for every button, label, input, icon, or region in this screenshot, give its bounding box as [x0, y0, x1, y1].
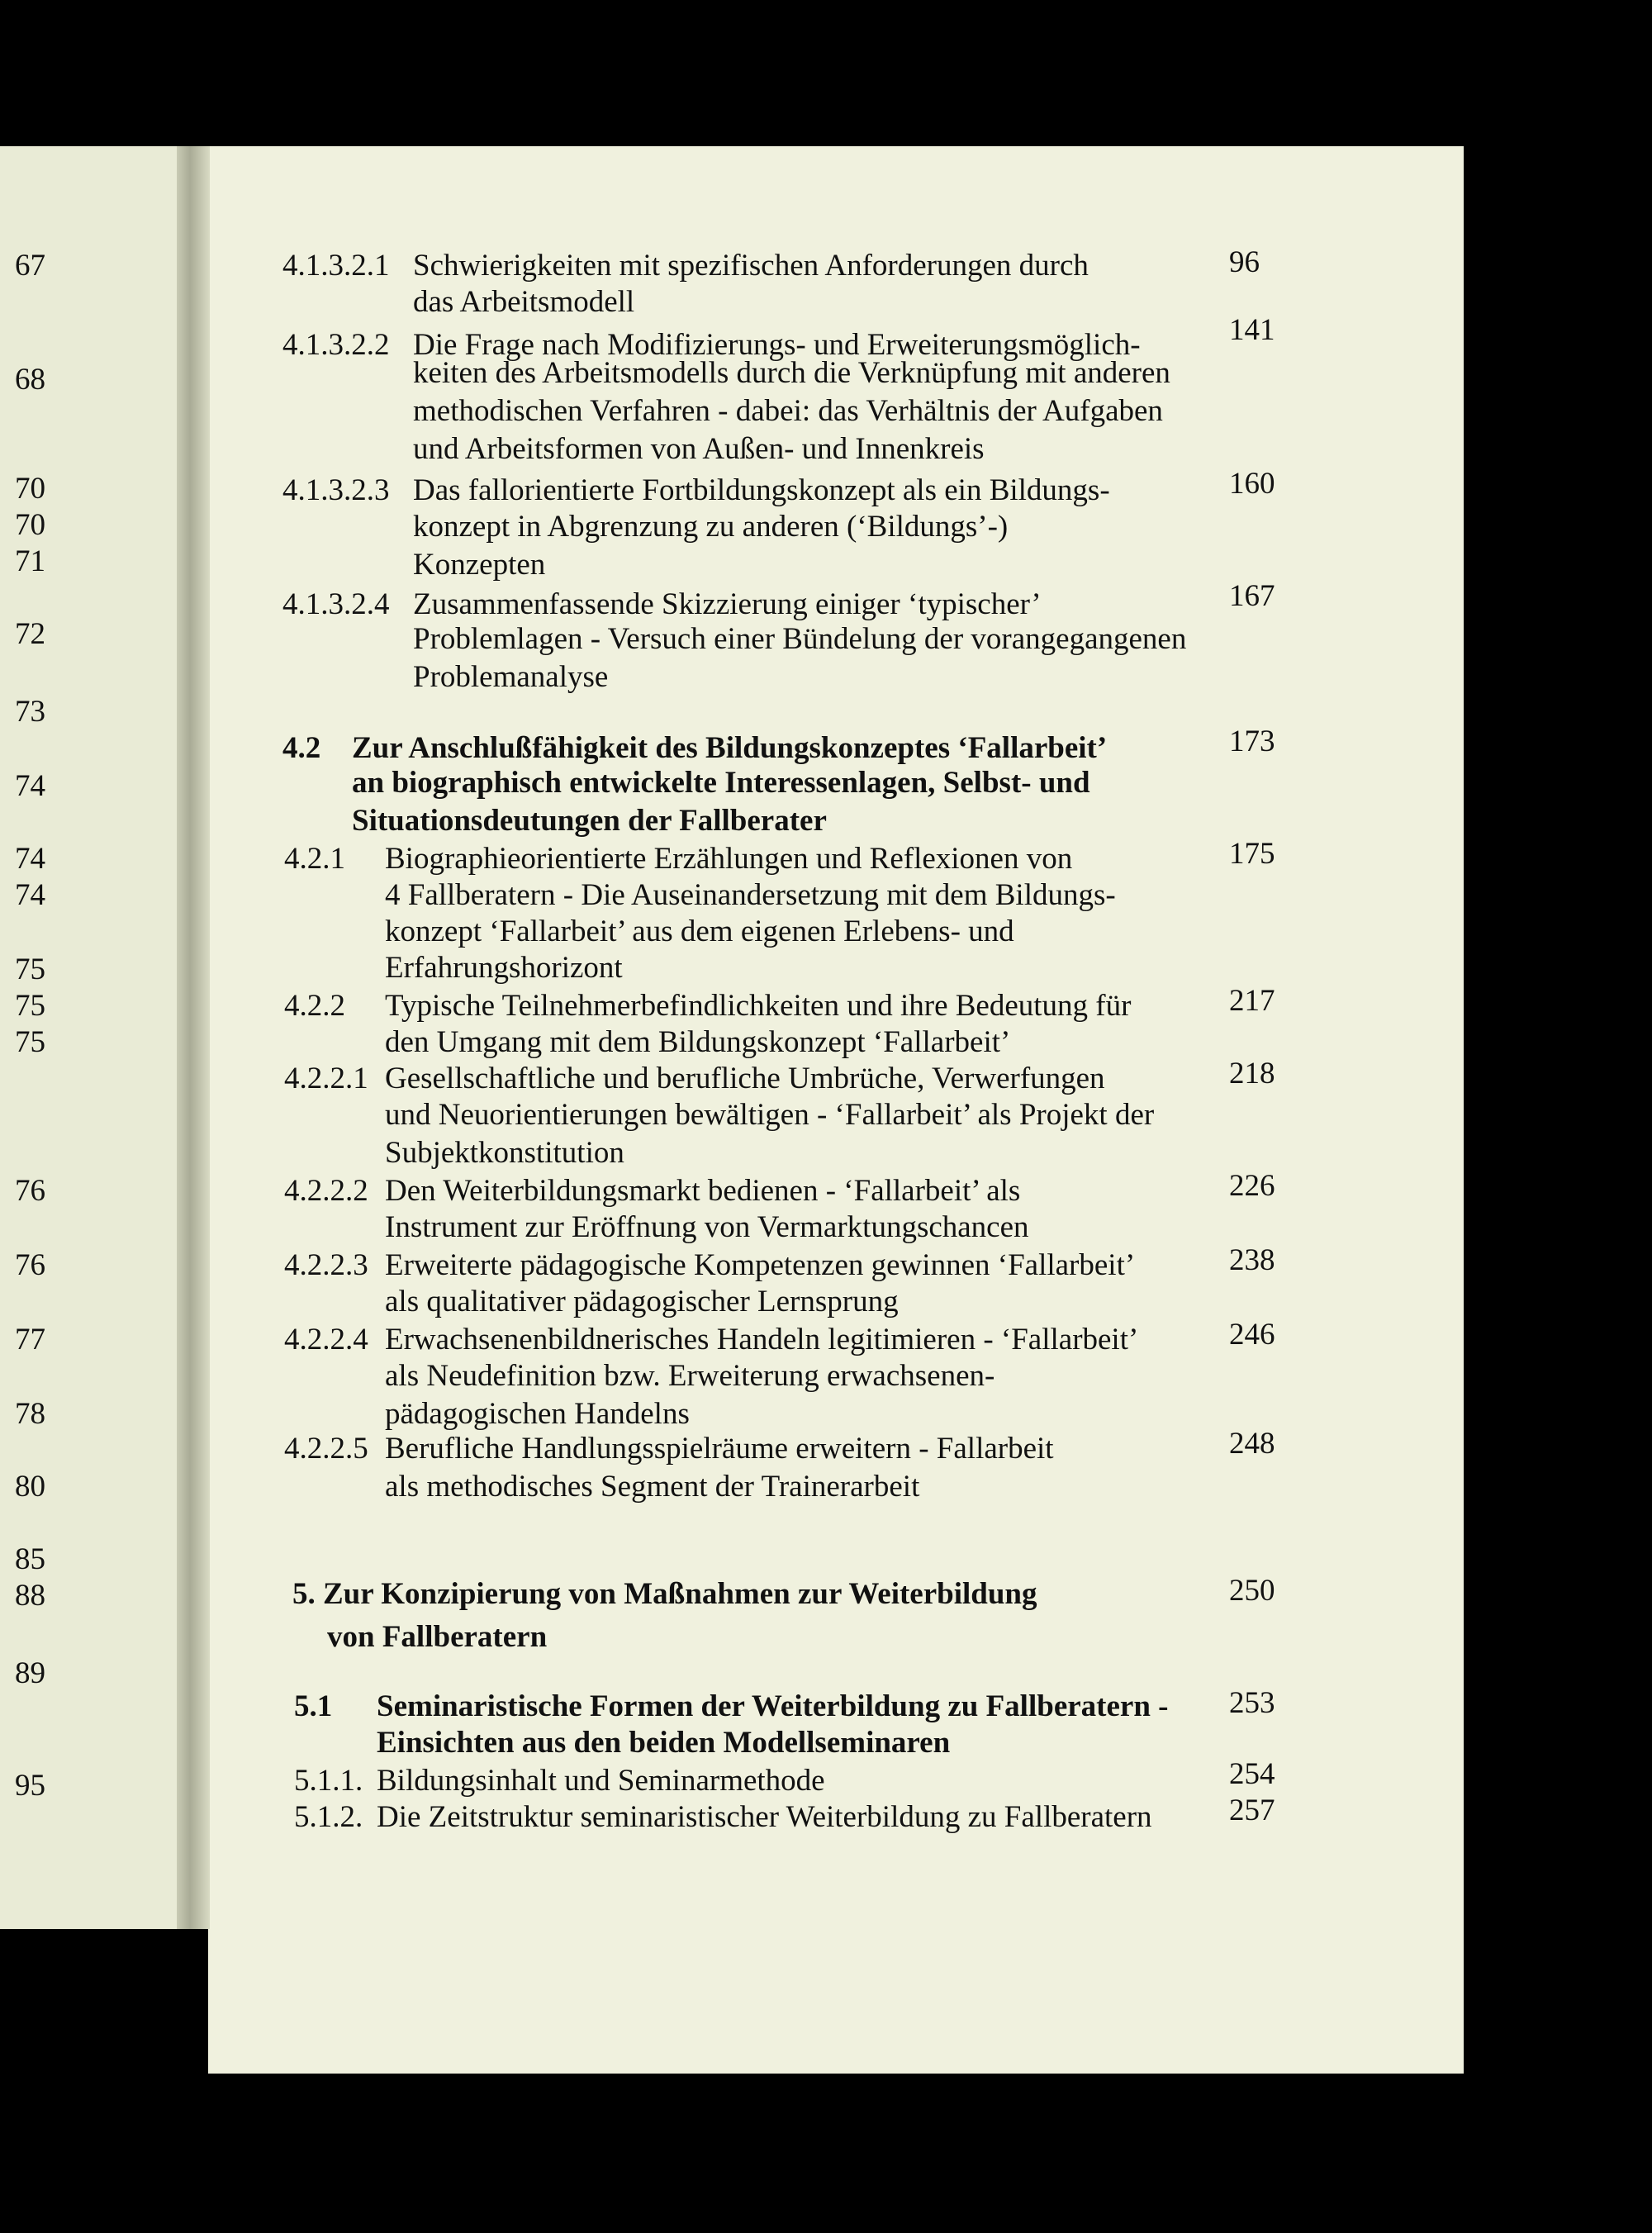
toc-page-number: 173 [1229, 725, 1275, 758]
left-page-number: 75 [15, 989, 45, 1023]
toc-page-number: 254 [1229, 1757, 1275, 1791]
toc-section-title-line: Zur Anschlußfähigkeit des Bildungskonzeptes ‘Fallarbeit’ [352, 731, 1108, 765]
toc-title-line: Erfahrungshorizont [385, 951, 623, 985]
toc-title-line: pädagogischen Handelns [385, 1397, 690, 1431]
left-page-number: 76 [15, 1174, 45, 1208]
toc-title-line: konzept in Abgrenzung zu anderen (‘Bildungs’-) [413, 510, 1009, 544]
toc-number: 4.1.3.2.2 [282, 328, 390, 362]
toc-title-line: Instrument zur Eröffnung von Vermarktungschancen [385, 1210, 1029, 1244]
toc-page-number: 238 [1229, 1243, 1275, 1277]
toc-title-line: Problemanalyse [413, 660, 609, 694]
toc-page-number: 167 [1229, 579, 1275, 613]
left-page-number: 78 [15, 1397, 45, 1431]
left-page-number: 75 [15, 953, 45, 986]
toc-title-line: Schwierigkeiten mit spezifischen Anforderungen durch [413, 249, 1089, 283]
toc-number: 5.1.2. [294, 1800, 363, 1834]
left-page-number: 95 [15, 1769, 45, 1803]
toc-section-number: 4.2 [282, 731, 321, 765]
toc-number: 4.1.3.2.1 [282, 249, 390, 283]
toc-page-number: 257 [1229, 1794, 1275, 1827]
toc-title-line: und Neuorientierungen bewältigen - ‘Fallarbeit’ als Projekt der [385, 1098, 1155, 1132]
toc-title-line: Bildungsinhalt und Seminarmethode [377, 1764, 825, 1798]
left-page-number: 70 [15, 508, 45, 542]
left-page-number: 80 [15, 1470, 45, 1504]
left-page-number: 75 [15, 1025, 45, 1059]
toc-number: 4.2.2.2 [284, 1174, 368, 1208]
toc-page-number: 250 [1229, 1574, 1275, 1608]
toc-title-line: Typische Teilnehmerbefindlichkeiten und ihre Bedeutung für [385, 989, 1132, 1023]
left-page-number: 70 [15, 472, 45, 506]
toc-section-title-line: an biographisch entwickelte Interessenlagen, Selbst- und [352, 766, 1090, 800]
toc-title-line: Gesellschaftliche und berufliche Umbrüche, Verwerfungen [385, 1062, 1105, 1095]
left-page-number: 68 [15, 363, 45, 397]
toc-title-line: Den Weiterbildungsmarkt bedienen - ‘Fallarbeit’ als [385, 1174, 1021, 1208]
toc-title-line: Die Frage nach Modifizierungs- und Erweiterungsmöglich- [413, 328, 1141, 362]
toc-title-line: konzept ‘Fallarbeit’ aus dem eigenen Erlebens- und [385, 915, 1014, 948]
book-spine [177, 146, 210, 1929]
toc-page-number: 248 [1229, 1427, 1275, 1461]
toc-title-line: den Umgang mit dem Bildungskonzept ‘Fallarbeit’ [385, 1025, 1011, 1059]
toc-title-line: keiten des Arbeitsmodells durch die Verknüpfung mit anderen [413, 356, 1170, 390]
left-page-number: 73 [15, 695, 45, 729]
toc-title-line: Erweiterte pädagogische Kompetenzen gewinnen ‘Fallarbeit’ [385, 1248, 1136, 1282]
toc-title-line: Berufliche Handlungsspielräume erweitern - Fallarbeit [385, 1432, 1054, 1466]
toc-number: 4.2.2 [284, 989, 345, 1023]
toc-chapter-title-line: von Fallberatern [327, 1620, 548, 1654]
toc-title-line: Konzepten [413, 548, 546, 582]
toc-number: 4.2.2.1 [284, 1062, 368, 1095]
toc-number: 4.2.2.3 [284, 1248, 368, 1282]
toc-page-number: 175 [1229, 837, 1275, 871]
toc-chapter-title-line: 5. Zur Konzipierung von Maßnahmen zur Weiterbildung [292, 1577, 1037, 1611]
toc-title-line: und Arbeitsformen von Außen- und Innenkreis [413, 432, 985, 466]
toc-title-line: Zusammenfassende Skizzierung einiger ‘typischer’ [413, 587, 1042, 621]
left-page-number: 74 [15, 769, 45, 803]
toc-number: 4.1.3.2.3 [282, 473, 390, 507]
left-page-number: 71 [15, 544, 45, 578]
toc-section-number: 5.1 [294, 1689, 333, 1723]
toc-section-title-line: Einsichten aus den beiden Modellseminaren [377, 1726, 951, 1760]
toc-section-title-line: Seminaristische Formen der Weiterbildung zu Fallberatern - [377, 1689, 1169, 1723]
left-page-number: 88 [15, 1579, 45, 1613]
left-page-number: 67 [15, 249, 45, 283]
toc-page-number: 141 [1229, 313, 1275, 347]
toc-title-line: als methodisches Segment der Trainerarbeit [385, 1470, 920, 1504]
left-page-number: 89 [15, 1656, 45, 1690]
left-page-number: 85 [15, 1542, 45, 1576]
toc-title-line: Biographieorientierte Erzählungen und Reflexionen von [385, 842, 1073, 876]
toc-number: 4.2.2.5 [284, 1432, 368, 1466]
toc-number: 4.2.2.4 [284, 1323, 368, 1356]
toc-page-number: 226 [1229, 1169, 1275, 1203]
toc-section-title-line: Situationsdeutungen der Fallberater [352, 804, 827, 838]
toc-page-number: 96 [1229, 245, 1260, 279]
left-page-number: 72 [15, 617, 45, 651]
toc-title-line: Die Zeitstruktur seminaristischer Weiterbildung zu Fallberatern [377, 1800, 1152, 1834]
toc-title-line: Erwachsenenbildnerisches Handeln legitimieren - ‘Fallarbeit’ [385, 1323, 1139, 1356]
toc-title-line: methodischen Verfahren - dabei: das Verhältnis der Aufgaben [413, 394, 1163, 428]
toc-number: 4.1.3.2.4 [282, 587, 390, 621]
toc-number: 4.2.1 [284, 842, 345, 876]
toc-page-number: 246 [1229, 1318, 1275, 1352]
toc-title-line: als qualitativer pädagogischer Lernsprung [385, 1285, 899, 1318]
toc-title-line: Das fallorientierte Fortbildungskonzept als ein Bildungs- [413, 473, 1110, 507]
toc-title-line: Subjektkonstitution [385, 1136, 624, 1170]
toc-page-number: 218 [1229, 1057, 1275, 1090]
toc-title-line: 4 Fallberatern - Die Auseinandersetzung mit dem Bildungs- [385, 878, 1116, 912]
toc-page-number: 217 [1229, 984, 1275, 1018]
toc-title-line: als Neudefinition bzw. Erweiterung erwachsenen- [385, 1359, 995, 1393]
left-page-number: 77 [15, 1323, 45, 1356]
toc-page-number: 160 [1229, 467, 1275, 501]
left-page-number: 74 [15, 842, 45, 876]
toc-page-number: 253 [1229, 1686, 1275, 1720]
toc-title-line: das Arbeitsmodell [413, 285, 635, 319]
left-page-number: 76 [15, 1248, 45, 1282]
toc-number: 5.1.1. [294, 1764, 363, 1798]
toc-title-line: Problemlagen - Versuch einer Bündelung der vorangegangenen [413, 622, 1187, 656]
left-page-number: 74 [15, 878, 45, 912]
